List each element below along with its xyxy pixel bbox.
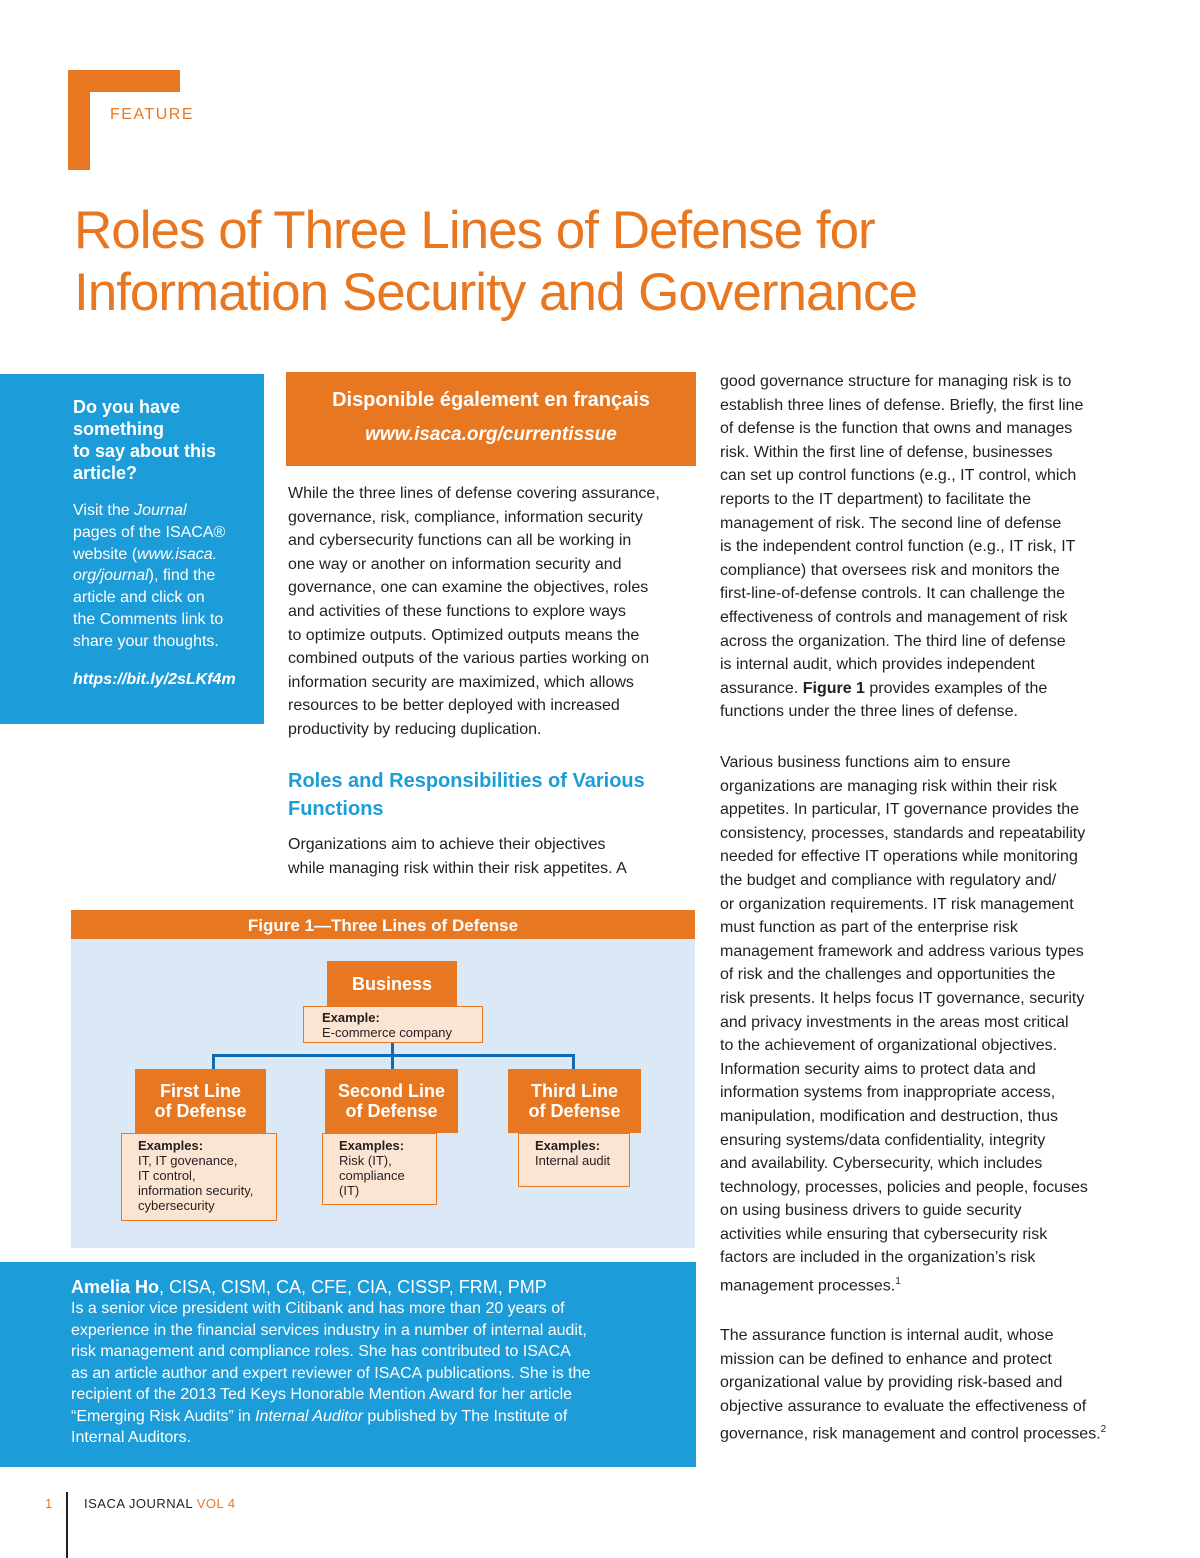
first-line-box: First Line of Defense [135,1069,266,1133]
sidebar-question: Do you have something to say about this article? [73,397,217,483]
feature-label: FEATURE [110,106,194,123]
footer-volume: VOL 4 [196,1496,236,1511]
author-name-line [71,1276,676,1298]
title-line-2: Information Security and Governance [74,263,917,322]
footnote-ref-1[interactable]: 1 [895,1276,901,1288]
connector-first-line [212,1054,215,1070]
assurance-paragraph: The assurance function is internal audit, whose mission can be defined to enhance and protect organizational value by providing risk-based and objective assurance to evaluate the effectiveness of governance, risk management and control processes.$^2$ [720,1327,1107,1443]
figure-title: Figure 1—Three Lines of Defense [71,910,695,939]
current-issue-link[interactable]: www.isaca.org/currentissue [365,424,617,445]
business-box: Business [327,961,457,1006]
author-name: Amelia Ho [71,1277,160,1297]
journal-word: Journal [134,502,187,519]
title-line-1: Roles of Three Lines of Defense for [74,201,875,260]
roles-paragraph-start: Organizations aim to achieve their objectives while managing risk within their risk appetites. A [288,836,627,877]
journal-url-part1[interactable]: www.isaca. [137,545,218,563]
footer-journal-name: ISACA JOURNAL VOL 4 [84,1496,236,1511]
author-credentials: , CISA, CISM, CA, CFE, CIA, CISSP, FRM, PMP [159,1277,547,1297]
third-line-box: Third Line of Defense [508,1069,641,1133]
journal-url-part2[interactable]: org/journal [73,567,149,585]
connector-third-line [572,1054,575,1070]
author-bio-box [0,1262,696,1467]
third-line-examples-box: Examples: Internal audit [518,1133,630,1187]
french-edition-banner [286,372,696,466]
author-bio: Is a senior vice president with Citibank and has more than 20 years of experience in the financial services industry in a number of internal audit, risk management and compliance roles. She has contributed to ISACA as an article author and expert reviewer of ISACA publications. She is the recipient of the 2013 Ted Keys Honorable Mention Award for her article “Emerging Risk Audits” in Internal Auditor published by The Institute of Internal Auditors. [71,1300,591,1446]
connector-second-line [391,1054,394,1070]
second-line-examples-box: Examples: Risk (IT), compliance (IT) [322,1133,437,1205]
sidebar-short-link[interactable]: https://bit.ly/2sLKf4m [73,670,236,688]
three-lines-paragraph: good governance structure for managing risk is to establish three lines of defense. Briefly, the first line of defense is the function that owns and manages risk. Within the first line of defense, businesses can set up control functions (e.g., IT control, which reports to the IT department) to facilitate the management of risk. The second line of defense is the independent control function (e.g., IT risk, IT compliance) that oversees risk and monitors the first-line-of-defense controls. It can challenge the effectiveness of controls and management of risk across the organization. The third line of defense is internal audit, which provides independent assurance. Figure 1 provides examples of the functions under the three lines of defense. [720,373,1084,721]
intro-paragraph: While the three lines of defense covering assurance, governance, risk, compliance, information security and cybersecurity functions can all be working in one way or another on information security and governance, one can examine the objectives, roles and activities of these functions to explore ways to optimize outputs. Optimized outputs means the combined outputs of the various parties working on information security are maximized, which allows resources to be better deployed with increased productivity by reducing duplication. [288,485,660,738]
figure-1-reference: Figure 1 [802,679,865,697]
second-line-box: Second Line of Defense [325,1069,458,1133]
page-number: 1 [45,1496,53,1511]
comment-sidebar [0,374,264,724]
footnote-ref-2[interactable]: 2 [1100,1424,1107,1436]
business-functions-paragraph: Various business functions aim to ensure organizations are managing risk within their risk appetites. In particular, IT governance provides the consistency, processes, standards and repeatability needed for effective IT operations while monitoring the budget and compliance with regulatory and/ or organization requirements. IT risk management must function as part of the enterprise risk management framework and address various types of risk and the challenges and opportunities the risk presents. It helps focus IT governance, security and privacy investments in the areas most critical to the achievement of organizational objectives. Information security aims to protect data and information systems from inappropriate access, manipulation, modification and destruction, thus ensuring systems/data confidentiality, integrity and availability. Cybersecurity, which includes technology, processes, policies and people, focuses on using business drivers to guide security activities while ensuring that cybersecurity risk factors are included in the organization’s risk management processes.$^1$ [720,754,1088,1295]
figure-three-lines-of-defense [71,910,695,1248]
business-example-box: Example: E-commerce company [303,1006,483,1043]
sidebar-visit-text: Visit the Journal pages of the ISACA® website (www.isaca. org/journal), find the article and click on the Comments link to share your thoughts. [73,502,226,650]
footer-divider [66,1492,68,1558]
section-heading: Roles and Responsibilities of Various Functions [288,770,645,820]
page-title [74,200,1074,324]
first-line-examples-box: Examples: IT, IT govenance, IT control, information security, cybersecurity [121,1133,277,1221]
french-edition-label: Disponible également en français [332,389,650,411]
